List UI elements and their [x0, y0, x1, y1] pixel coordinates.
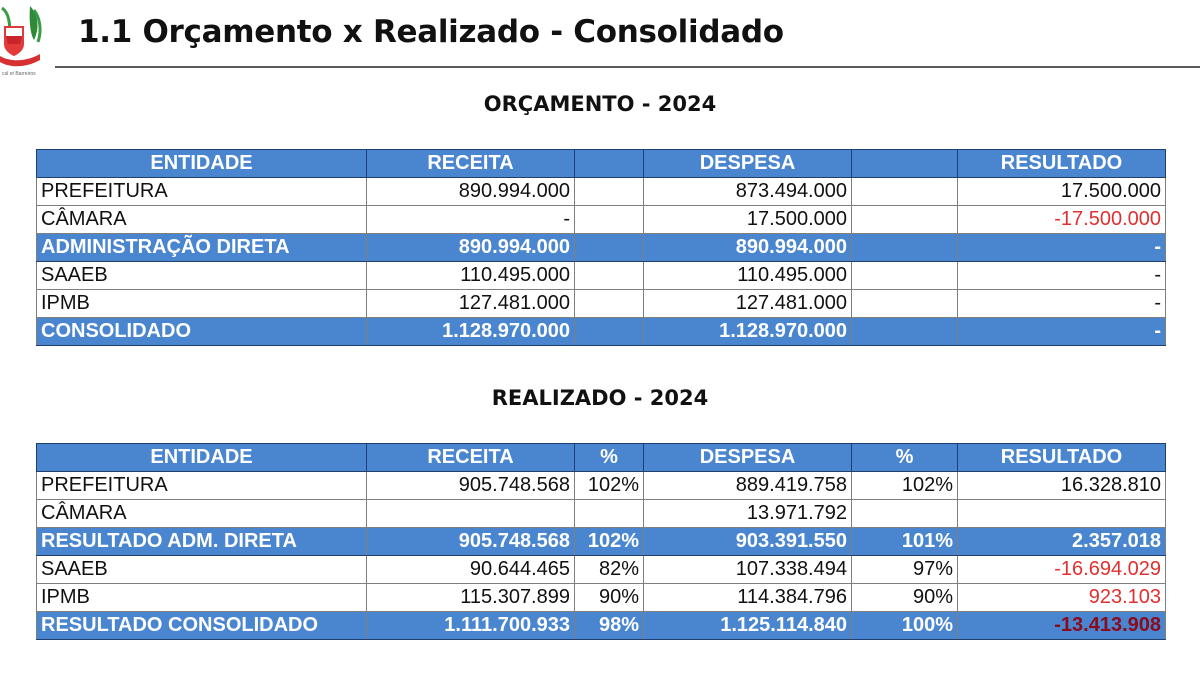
cell-resultado: -16.694.029 [958, 556, 1166, 584]
cell-resultado: - [958, 262, 1166, 290]
cell-receita: 90.644.465 [367, 556, 575, 584]
cell-receita: 115.307.899 [367, 584, 575, 612]
col-header-resultado: RESULTADO [958, 150, 1166, 178]
cell-receita: 905.748.568 [367, 528, 575, 556]
cell-receita [367, 500, 575, 528]
cell-receita-pct [575, 500, 644, 528]
table-header-row [37, 150, 1166, 178]
cell-entidade: PREFEITURA [37, 472, 367, 500]
cell-despesa: 1.125.114.840 [644, 612, 852, 640]
cell-receita-pct [575, 234, 644, 262]
realizado-table [36, 443, 1166, 640]
cell-despesa: 127.481.000 [644, 290, 852, 318]
logo-caption: cal et Barreiros [2, 71, 36, 77]
cell-despesa-pct [852, 234, 958, 262]
table-row-total [37, 318, 1166, 346]
cell-despesa-pct: 97% [852, 556, 958, 584]
cell-resultado: 17.500.000 [958, 178, 1166, 206]
cell-entidade: PREFEITURA [37, 178, 367, 206]
cell-despesa: 110.495.000 [644, 262, 852, 290]
cell-despesa-pct [852, 206, 958, 234]
col-header-despesa-pct: % [852, 444, 958, 472]
cell-despesa-pct: 90% [852, 584, 958, 612]
cell-receita: 110.495.000 [367, 262, 575, 290]
cell-receita-pct [575, 206, 644, 234]
cell-resultado: 16.328.810 [958, 472, 1166, 500]
title-divider [55, 66, 1200, 68]
table-row [37, 206, 1166, 234]
cell-receita-pct: 102% [575, 528, 644, 556]
table-header-row [37, 444, 1166, 472]
cell-receita-pct [575, 290, 644, 318]
cell-despesa-pct: 101% [852, 528, 958, 556]
cell-resultado: - [958, 234, 1166, 262]
orcamento-title: ORÇAMENTO - 2024 [483, 92, 717, 116]
col-header-receita: RECEITA [367, 444, 575, 472]
table-row [37, 584, 1166, 612]
cell-receita-pct: 82% [575, 556, 644, 584]
cell-entidade: SAAEB [37, 556, 367, 584]
cell-resultado: -17.500.000 [958, 206, 1166, 234]
cell-receita-pct: 102% [575, 472, 644, 500]
col-header-resultado: RESULTADO [958, 444, 1166, 472]
cell-entidade: IPMB [37, 290, 367, 318]
cell-entidade: CÂMARA [37, 500, 367, 528]
cell-receita: 890.994.000 [367, 178, 575, 206]
cell-despesa: 114.384.796 [644, 584, 852, 612]
cell-receita: 127.481.000 [367, 290, 575, 318]
cell-resultado: -13.413.908 [958, 612, 1166, 640]
cell-receita-pct [575, 318, 644, 346]
cell-resultado: 923.103 [958, 584, 1166, 612]
cell-despesa-pct [852, 178, 958, 206]
coat-of-arms-icon [0, 0, 44, 80]
col-header-receita-pct [575, 150, 644, 178]
cell-resultado: 2.357.018 [958, 528, 1166, 556]
cell-entidade: RESULTADO CONSOLIDADO [37, 612, 367, 640]
table-row [37, 500, 1166, 528]
cell-despesa-pct [852, 500, 958, 528]
table-row [37, 178, 1166, 206]
cell-despesa-pct: 100% [852, 612, 958, 640]
col-header-despesa: DESPESA [644, 150, 852, 178]
cell-receita: 905.748.568 [367, 472, 575, 500]
cell-despesa-pct [852, 290, 958, 318]
table-row [37, 556, 1166, 584]
cell-despesa-pct: 102% [852, 472, 958, 500]
table-row [37, 262, 1166, 290]
cell-receita-pct: 90% [575, 584, 644, 612]
cell-despesa: 1.128.970.000 [644, 318, 852, 346]
cell-despesa: 873.494.000 [644, 178, 852, 206]
col-header-entidade: ENTIDADE [37, 444, 367, 472]
col-header-entidade: ENTIDADE [37, 150, 367, 178]
table-row [37, 472, 1166, 500]
cell-entidade: SAAEB [37, 262, 367, 290]
col-header-despesa-pct [852, 150, 958, 178]
table-row-subtotal [37, 234, 1166, 262]
table-row [37, 290, 1166, 318]
cell-receita: 1.128.970.000 [367, 318, 575, 346]
cell-resultado [958, 500, 1166, 528]
cell-resultado: - [958, 318, 1166, 346]
cell-entidade: CÂMARA [37, 206, 367, 234]
col-header-receita-pct: % [575, 444, 644, 472]
cell-entidade: IPMB [37, 584, 367, 612]
cell-despesa-pct [852, 318, 958, 346]
col-header-receita: RECEITA [367, 150, 575, 178]
cell-despesa: 107.338.494 [644, 556, 852, 584]
cell-despesa: 889.419.758 [644, 472, 852, 500]
cell-receita-pct: 98% [575, 612, 644, 640]
cell-receita-pct [575, 178, 644, 206]
realizado-title: REALIZADO - 2024 [491, 386, 709, 410]
orcamento-table [36, 149, 1166, 346]
cell-entidade: ADMINISTRAÇÃO DIRETA [37, 234, 367, 262]
cell-receita: 890.994.000 [367, 234, 575, 262]
cell-despesa: 890.994.000 [644, 234, 852, 262]
page-title: 1.1 Orçamento x Realizado - Consolidado [78, 14, 784, 50]
cell-despesa-pct [852, 262, 958, 290]
table-row-total [37, 612, 1166, 640]
cell-receita: 1.111.700.933 [367, 612, 575, 640]
table-row-subtotal [37, 528, 1166, 556]
cell-entidade: CONSOLIDADO [37, 318, 367, 346]
cell-despesa: 17.500.000 [644, 206, 852, 234]
cell-despesa: 903.391.550 [644, 528, 852, 556]
cell-receita: - [367, 206, 575, 234]
cell-receita-pct [575, 262, 644, 290]
col-header-despesa: DESPESA [644, 444, 852, 472]
cell-entidade: RESULTADO ADM. DIRETA [37, 528, 367, 556]
cell-despesa: 13.971.792 [644, 500, 852, 528]
cell-resultado: - [958, 290, 1166, 318]
